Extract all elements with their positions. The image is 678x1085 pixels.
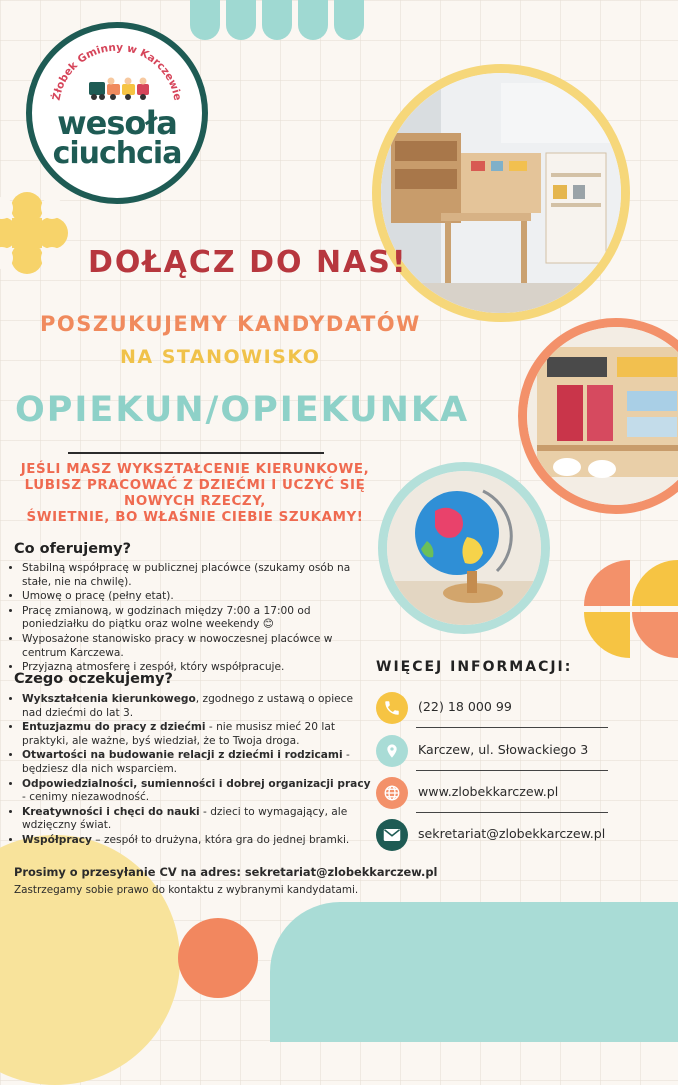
list-item: • Przyjazną atmosferę i zespół, który współpracuje. xyxy=(22,661,370,675)
logo-word-2: ciuchcia xyxy=(52,136,182,171)
contact-website-row xyxy=(376,774,608,814)
list-item: • Umowę o pracę (pełny etat). xyxy=(22,590,370,604)
photo-toy-shelf xyxy=(518,318,678,514)
list-item: • Kreatywności i chęci do nauki - dzieci to wymagający, ale wdzięczny świat. xyxy=(22,806,374,833)
list-item: • Współpracy – zespół to drużyna, która gra do jednej bramki. xyxy=(22,834,374,848)
phone-icon xyxy=(376,692,408,724)
top-scallop-decoration xyxy=(298,0,328,40)
contact-website[interactable]: www.zlobekkarczew.pl xyxy=(418,784,559,799)
contact-email[interactable]: sekretariat@zlobekkarczew.pl xyxy=(418,826,606,841)
list-item: • Otwartości na budowanie relacji z dziećmi i rodzicami - będziesz dla nich wsparciem. xyxy=(22,749,374,776)
list-item: • Odpowiedzialności, sumienności i dobrej organizacji pracy - cenimy niezawodność. xyxy=(22,778,374,805)
cv-instruction: Prosimy o przesyłanie CV na adres: sekretariat@zlobekkarczew.pl xyxy=(14,865,438,879)
disclaimer: Zastrzegamy sobie prawo do kontaktu z wybranymi kandydatami. xyxy=(14,884,359,896)
list-item: • Stabilną współpracę w publicznej placówce (szukamy osób na stałe, nie na chwilę). xyxy=(22,562,370,589)
bottom-orange-circle xyxy=(178,918,258,998)
list-item: • Wykształcenia kierunkowego, zgodnego z ustawą o opiece nad dziećmi do lat 3. xyxy=(22,693,374,720)
divider xyxy=(68,452,324,454)
contact-email-row xyxy=(376,816,608,856)
contact-address-row xyxy=(376,732,608,772)
divider xyxy=(416,770,608,771)
headline-position: OPIEKUN/OPIEKUNKA xyxy=(15,390,470,430)
yellow-flower-decoration xyxy=(0,188,72,278)
headline-join: DOŁĄCZ DO NAS! xyxy=(88,245,408,280)
expect-list xyxy=(0,693,374,849)
top-scallop-decoration xyxy=(226,0,256,40)
location-icon xyxy=(376,735,408,767)
offer-title: Co oferujemy? xyxy=(14,541,132,557)
top-scallop-decoration xyxy=(262,0,292,40)
divider xyxy=(416,727,608,728)
logo-word-1: wesoła xyxy=(57,104,177,142)
divider xyxy=(416,812,608,813)
pitch-text: JEŚLI MASZ WYKSZTAŁCENIE KIERUNKOWE, LUBISZ PRACOWAĆ Z DZIEĆMI I UCZYĆ SIĘ NOWYCH RZECZY, ŚWIETNIE, BO WŁAŚNIE CIEBIE SZUKAMY! xyxy=(20,462,370,525)
globe-icon xyxy=(376,777,408,809)
contact-address: Karczew, ul. Słowackiego 3 xyxy=(418,742,589,757)
list-item: • Pracę zmianową, w godzinach między 7:00 a 17:00 od poniedziałku do piątku oraz wolne weekendy 😊 xyxy=(22,605,370,632)
photo-globe xyxy=(378,462,550,634)
contact-phone-row xyxy=(376,689,608,729)
contact-title: WIĘCEJ INFORMACJI: xyxy=(376,659,573,675)
logo xyxy=(26,22,208,204)
expect-title: Czego oczekujemy? xyxy=(14,671,173,687)
headline-looking: POSZUKUJEMY KANDYDATÓW xyxy=(40,312,421,336)
bottom-teal-shape xyxy=(270,902,678,1042)
offer-list xyxy=(0,562,370,676)
list-item: • Wyposażone stanowisko pracy w nowoczesnej placówce w centrum Karczewa. xyxy=(22,633,370,660)
headline-position-label: NA STANOWISKO xyxy=(120,346,321,368)
wave-decoration xyxy=(584,560,678,660)
mail-icon xyxy=(376,819,408,851)
photo-classroom-shelves xyxy=(372,64,630,322)
contact-phone[interactable]: (22) 18 000 99 xyxy=(418,699,512,714)
svg-text:Żłobek Gminny w Karczewie: Żłobek Gminny w Karczewie xyxy=(50,41,184,102)
list-item: • Entuzjazmu do pracy z dziećmi - nie musisz mieć 20 lat praktyki, ale ważne, byś wiedział, że to Twoja droga. xyxy=(22,721,374,748)
top-scallop-decoration xyxy=(334,0,364,40)
train-icon xyxy=(87,76,151,102)
